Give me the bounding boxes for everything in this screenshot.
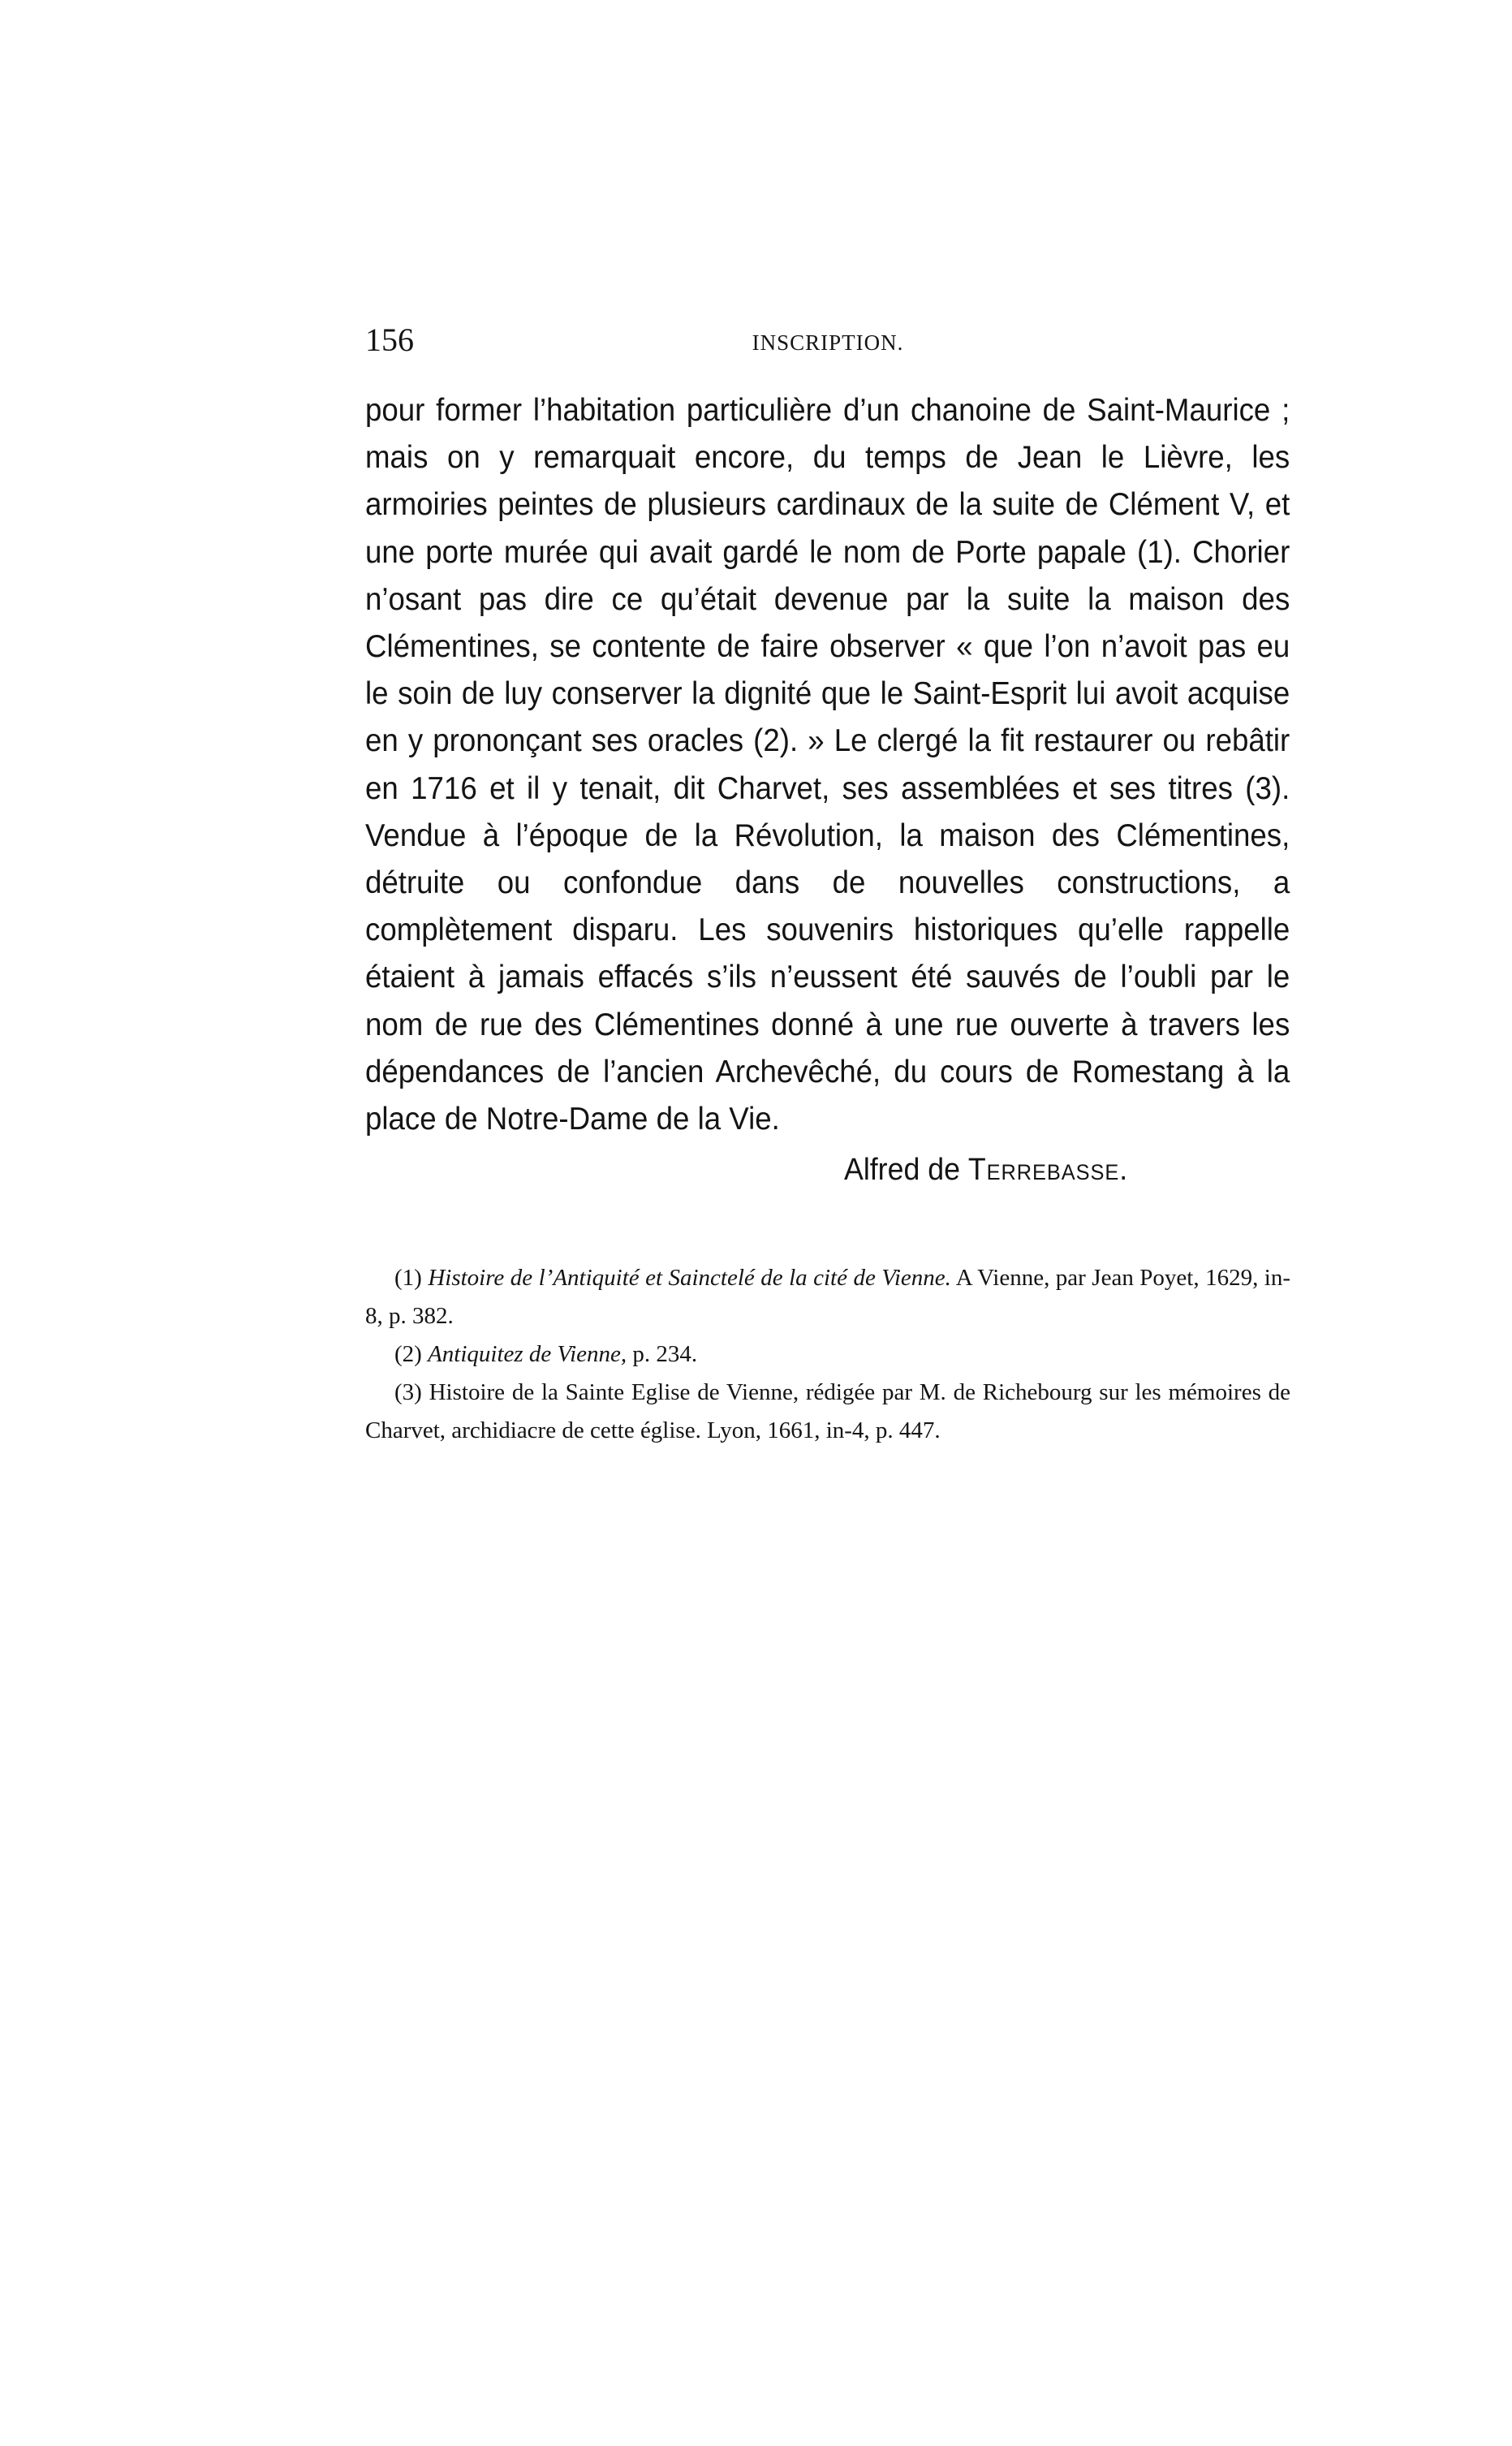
footnote-marker: (2) (394, 1341, 422, 1368)
footnote-3 (365, 1374, 1290, 1450)
footnote-text: A Vienne, par Jean Poyet, 1629, in-8, p. 382. (365, 1265, 1290, 1330)
running-title: INSCRIPTION. (752, 330, 904, 355)
footnote-title: Histoire de l’Antiquité et Sainctelé de la cité de Vienne. (428, 1265, 951, 1292)
author-first-name: Alfred de (844, 1153, 960, 1188)
page-header (365, 321, 1290, 369)
author-signature (844, 1153, 1264, 1188)
footnote-text: Histoire de la Sainte Eglise de Vienne, rédigée par M. de Richebourg sur les mémoires de Charvet, archidiacre de cette église. Lyon, 1661, in-4, p. 447. (365, 1379, 1290, 1444)
footnote-title: Antiquitez de Vienne, (428, 1341, 627, 1368)
author-surname: Terrebasse. (967, 1153, 1129, 1188)
book-page (365, 321, 1290, 1450)
footnote-marker: (3) (394, 1379, 422, 1406)
footnote-text: p. 234. (632, 1341, 698, 1368)
footnote-2 (365, 1335, 1290, 1374)
page-number: 156 (365, 321, 414, 358)
footnotes (365, 1259, 1290, 1450)
footnote-marker: (1) (394, 1265, 422, 1292)
body-paragraph: pour former l’habitation particulière d’un chanoine de Saint-Maurice ; mais on y remarquait encore, du temps de Jean le Lièvre, les armoiries peintes de plusieurs cardinaux de la suite de Clément V, et une porte murée qui avait gardé le nom de Porte papale (1). Chorier n’osant pas dire ce qu’était devenue par la suite la maison des Clémentines, se contente de faire observer « que l’on n’avoit pas eu le soin de luy conserver la dignité que le Saint-Esprit lui avoit acquise en y prononçant ses oracles (2). » Le clergé la fit restaurer ou rebâtir en 1716 et il y tenait, dit Charvet, ses assemblées et ses titres (3). Vendue à l’époque de la Révolution, la maison des Clémentines, détruite ou confondue dans de nouvelles constructions, a complètement disparu. Les souvenirs historiques qu’elle rappelle étaient à jamais effacés s’ils n’eussent été sauvés de l’oubli par le nom de rue des Clémentines donné à une rue ouverte à travers les dépendances de l’ancien Archevêché, du cours de Romestang à la place de Notre-Dame de la Vie. (365, 393, 1290, 1137)
footnote-1 (365, 1259, 1290, 1335)
